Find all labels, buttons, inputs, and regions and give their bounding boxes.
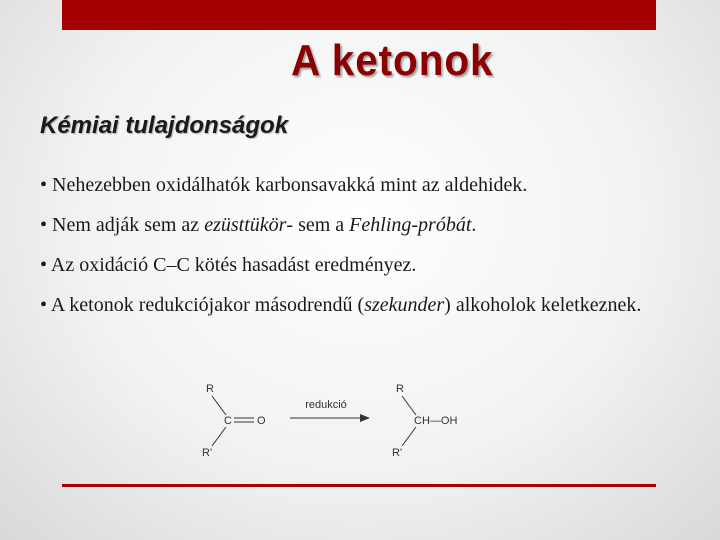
reactant-carbon: C <box>224 415 232 427</box>
bullet-item <box>40 170 680 200</box>
bond-line <box>402 396 416 415</box>
bond-line <box>402 427 416 446</box>
bullet-text: Nem adják sem az <box>52 214 205 236</box>
bullet-item <box>40 290 680 320</box>
reactant-r-bottom: R' <box>202 447 213 459</box>
bullet-marker: • <box>40 254 48 276</box>
bullet-emphasis: Fehling-próbát <box>349 214 472 236</box>
slide-subtitle: Kémiai tulajdonságok <box>40 112 289 139</box>
bullet-item <box>40 210 680 240</box>
bullet-item <box>40 250 680 280</box>
slide-title: A ketonok <box>290 36 494 85</box>
arrow-label: redukció <box>305 399 347 411</box>
bullet-marker: • <box>40 214 48 236</box>
bullet-text: ) alkoholok keletkeznek. <box>444 294 642 316</box>
reactant-oxygen: O <box>257 415 266 427</box>
bullet-text: . <box>471 214 477 236</box>
reduction-reaction-diagram <box>190 378 480 468</box>
bullet-text: Nehezebben oxidálhatók karbonsavakká mint az aldehidek. <box>52 174 528 196</box>
reactant-r-top: R <box>206 383 214 395</box>
bullet-text: Az oxidáció C–C kötés hasadást eredményez. <box>50 254 417 276</box>
bullet-marker: • <box>40 174 48 196</box>
bottom-accent-line <box>62 484 656 487</box>
product-r-top: R <box>396 383 404 395</box>
bullet-emphasis: szekunder <box>364 294 445 316</box>
top-accent-bar <box>62 0 656 30</box>
bullet-text: A ketonok redukciójakor másodrendű ( <box>50 294 365 316</box>
product-r-bottom: R' <box>392 447 403 459</box>
bullet-marker: • <box>40 294 48 316</box>
bond-line <box>212 427 226 446</box>
bond-line <box>212 396 226 415</box>
product-group: CH—OH <box>414 415 458 427</box>
arrow-head-icon <box>360 414 370 422</box>
bullet-emphasis: ezüsttükör <box>204 214 287 236</box>
bullet-list <box>40 170 680 330</box>
bullet-text: - sem a <box>286 214 350 236</box>
